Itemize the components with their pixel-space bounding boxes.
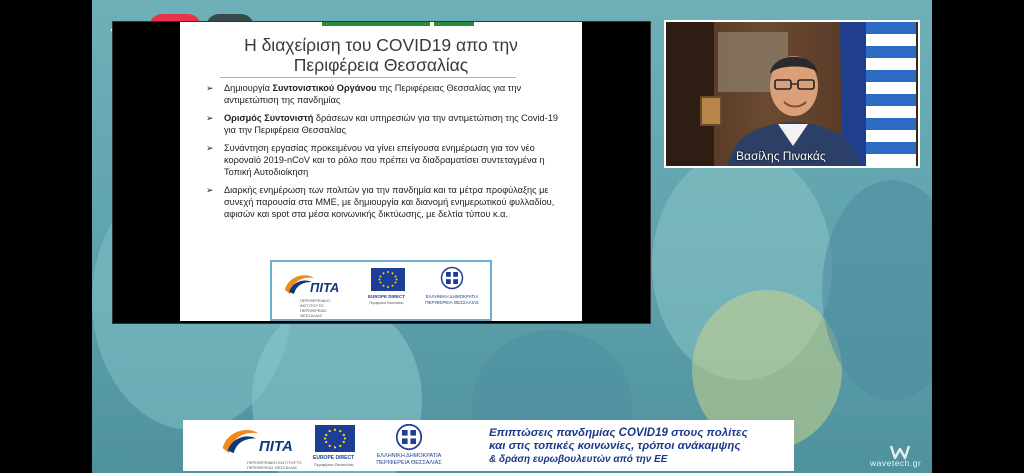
list-item: ➢ Διαρκής ενημέρωση των πολιτών για την πανδημία και τα μέτρα προφύλαξης με συνεχή παρουσία στα ΜΜΕ, με δημιουργία και διανομή ενημερωτικού φυλλαδίου, αφισών και spot στα μέσα κοινωνικής δικτύωσης, με δελτία τύπου κ.α. xyxy=(206,185,555,219)
lower-third-banner xyxy=(183,420,794,471)
arrow-bullet-icon: ➢ xyxy=(206,113,214,123)
slide-title xyxy=(180,35,582,75)
slide-title-line2: Περιφέρεια Θεσσαλίας xyxy=(293,55,469,75)
slide-title-line1: Η διαχείριση του COVID19 απο την xyxy=(244,35,518,55)
banner-line2: και στις τοπικές κοινωνίες, τρόποι ανάκαμψης xyxy=(489,440,741,452)
banner-title xyxy=(489,427,789,466)
bookshelf-backdrop xyxy=(666,22,714,166)
pita-subtitle: ΠΕΡΙΦΕΡΕΙΑΚΟ ΙΝΣΤΙΤΟΥΤΟ ΠΕΡΙΦΕΡΕΙΑΣ ΘΕΣΣΑΛΙΑΣ xyxy=(247,460,302,470)
europe-direct-logo xyxy=(368,268,408,312)
hellenic-label-line2: ΠΕΡΙΦΕΡΕΙΑ ΘΕΣΣΑΛΙΑΣ xyxy=(425,300,479,305)
presentation-slide xyxy=(180,22,582,321)
europe-direct-label: EUROPE DIRECT xyxy=(313,455,355,461)
list-item: ➢ Δημιουργία Συντονιστικού Οργάνου της Περιφέρειας Θεσσαλίας για την αντιμετώπιση της πανδημίας xyxy=(206,83,522,105)
list-item: ➢ Ορισμός Συντονιστή δράσεων και υπηρεσιών για την αντιμετώπιση της Covid-19 για την Περιφέρεια Θεσσαλίας xyxy=(206,113,558,135)
europe-direct-label: EUROPE DIRECT xyxy=(368,294,406,299)
wavetech-watermark xyxy=(870,444,928,470)
slide-bullet-list xyxy=(200,82,570,226)
greek-flag-icon xyxy=(866,22,916,166)
hellenic-label-line1: ΕΛΛΗΝΙΚΗ ΔΗΜΟΚΡΑΤΙΑ xyxy=(376,453,442,459)
hellenic-label-line1: ΕΛΛΗΝΙΚΗ ΔΗΜΟΚΡΑΤΙΑ xyxy=(425,294,479,299)
speaker-video xyxy=(664,20,920,168)
hellenic-label-line2: ΠΕΡΙΦΕΡΕΙΑ ΘΕΣΣΑΛΙΑΣ xyxy=(376,460,442,466)
speaker-name: Βασίλης Πινακάς xyxy=(736,149,826,163)
eu-flag-icon xyxy=(315,425,355,452)
banner-line3: & δράση ευρωβουλευτών από την ΕΕ xyxy=(489,454,668,465)
greek-emblem-icon xyxy=(440,266,464,290)
pita-logo xyxy=(282,268,352,318)
speaker-figure xyxy=(718,36,868,166)
europe-direct-subtitle: Περιφέρεια Θεσσαλίας xyxy=(369,301,404,305)
watermark-text: wavetech.gr xyxy=(870,458,922,468)
pita-wordmark: ΠΙΤΑ xyxy=(259,438,293,455)
arrow-bullet-icon: ➢ xyxy=(206,185,214,195)
europe-direct-subtitle: Περιφέρεια Θεσσαλίας xyxy=(314,462,354,467)
banner-line1: Επιπτώσεις πανδημίας COVID19 στους πολίτες xyxy=(489,427,748,439)
hellenic-republic-logo xyxy=(373,423,449,471)
eu-flag-icon xyxy=(371,268,405,291)
greek-emblem-icon xyxy=(395,423,423,451)
pita-wordmark: ΠΙΤΑ xyxy=(310,280,340,295)
hellenic-republic-logo xyxy=(420,266,484,314)
slide-toolbar-indicator xyxy=(322,22,430,26)
europe-direct-logo xyxy=(313,425,361,469)
pita-subtitle: ΠΕΡΙΦΕΡΕΙΑΚΟ ΙΝΣΤΙΤΟΥΤΟ ΠΕΡΙΦΕΡΕΙΑΣ ΘΕΣΣΑΛΙΑΣ xyxy=(300,298,330,318)
list-item: ➢ Συνάντηση εργασίας προκειμένου να γίνει επείγουσα ενημέρωση για τον νέο κοροναϊό 2019-nCoV και το ρόλο που πρέπει να διαδραματίσει συντεταγμένα η Τοπική Αυτοδιοίκηση xyxy=(206,143,545,177)
slide-toolbar-indicator xyxy=(434,22,474,26)
arrow-bullet-icon: ➢ xyxy=(206,143,214,153)
pita-swoosh-icon xyxy=(219,426,261,458)
slide-divider xyxy=(220,77,516,78)
slide-logo-strip xyxy=(270,260,492,321)
arrow-bullet-icon: ➢ xyxy=(206,83,214,93)
pita-logo xyxy=(219,426,305,468)
